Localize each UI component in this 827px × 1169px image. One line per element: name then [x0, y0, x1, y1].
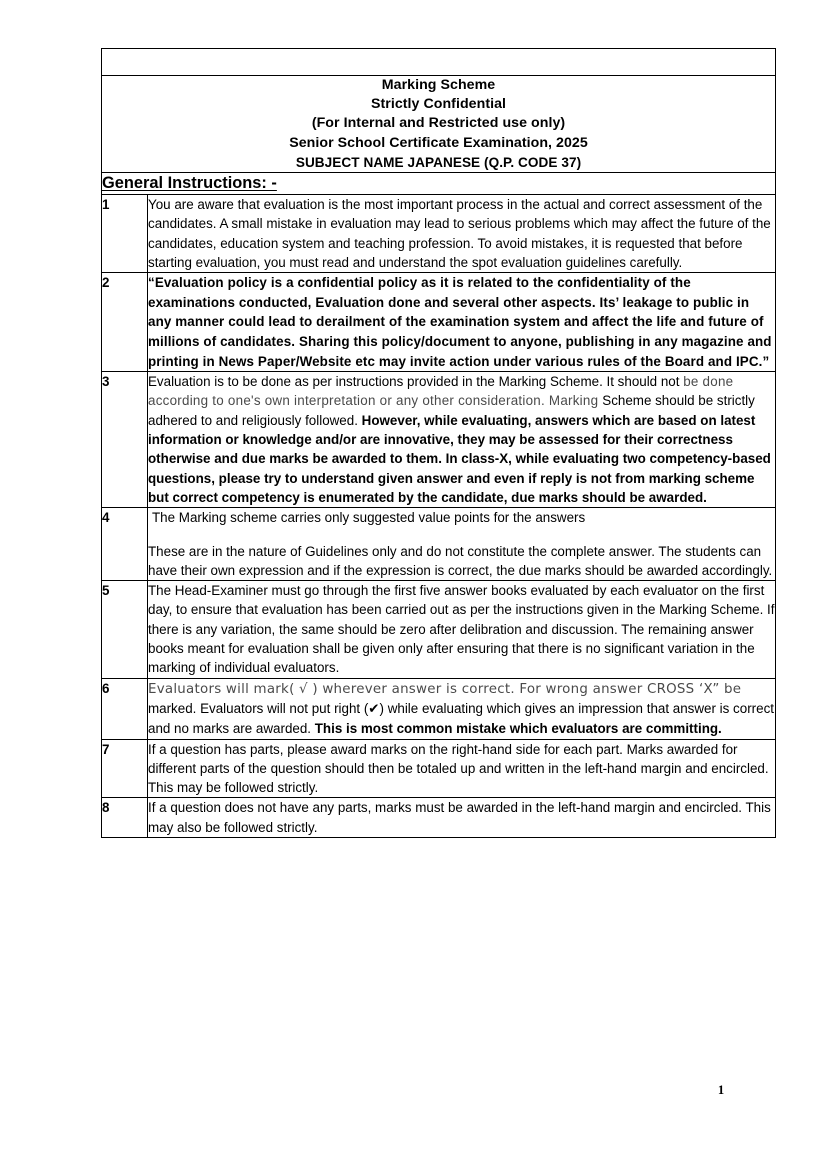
instruction-number: 1 — [102, 195, 148, 273]
instruction-paragraph — [148, 372, 775, 507]
page-number: 1 — [717, 1083, 725, 1097]
marking-scheme-table — [101, 48, 776, 838]
instruction-paragraph — [148, 679, 775, 739]
instruction-row — [102, 273, 776, 372]
text-run-normal: ) while evaluating which gives an impression that answer is correct and no marks are awarded. — [148, 700, 774, 737]
instruction-number: 3 — [102, 372, 148, 508]
general-instructions-title: General Instructions: - — [102, 174, 277, 193]
instruction-body — [148, 581, 776, 678]
instruction-row — [102, 195, 776, 273]
text-run-bold: This is most common mistake which evaluators are committing. — [314, 721, 722, 737]
instruction-body — [148, 678, 776, 739]
instruction-body — [148, 739, 776, 798]
header-title-internal-use: (For Internal and Restricted use only) — [311, 115, 566, 132]
instruction-paragraph: The Marking scheme carries only suggested value points for the answers — [152, 510, 586, 526]
header-subject-name: SUBJECT NAME JAPANESE (Q.P. CODE 37) — [295, 154, 582, 170]
instruction-number: 2 — [102, 273, 148, 372]
instruction-body — [148, 273, 776, 372]
instruction-paragraph: The Head-Examiner must go through the first five answer books evaluated by each evaluator on the first day, to ensure that evaluation has been carried out as per the instructions given in the Marking Scheme. If there is any variation, the same should be zero after delibration and discussion. The remaining answer books meant for evaluation shall be given only after ensuring that there is no significant variation in the marking of individual evaluators. — [148, 583, 775, 676]
instruction-number: 7 — [102, 739, 148, 798]
instruction-paragraph: If a question does not have any parts, marks must be awarded in the left-hand margin and encircled. This may also be followed strictly. — [148, 800, 771, 835]
instruction-body — [148, 195, 776, 273]
instruction-paragraph: “Evaluation policy is a confidential policy as it is related to the confidentiality of the examinations conducted, Evaluation done and several other aspects. Its’ leakage to public in any manner could lead to derailment of the examination system and affect the life and future of millions of candidates. Sharing this policy/document to anyone, publishing in any magazine and printing in News Paper/Website etc may invite action under various rules of the Board and IPC.” — [148, 275, 772, 369]
general-instructions-header-cell — [102, 173, 776, 195]
instruction-paragraph: These are in the nature of Guidelines only and do not constitute the complete answer. The students can have their own expression and if the expression is correct, the due marks should be awarded accordingly. — [148, 543, 773, 578]
instruction-body — [148, 508, 776, 581]
instruction-row — [102, 678, 776, 739]
header-title-strictly-confidential: Strictly Confidential — [370, 96, 507, 113]
text-run-normal: Evaluation is to be done as per instructions provided in the Marking Scheme. It should not — [148, 374, 684, 390]
document-header — [102, 76, 776, 173]
instruction-paragraph: If a question has parts, please award marks on the right-hand side for each part. Marks awarded for different parts of the question should then be totaled up and written in the left-hand margin and encircled. This may be followed strictly. — [148, 741, 769, 796]
header-title-examination: Senior School Certificate Examination, 2025 — [289, 134, 588, 151]
instruction-row — [102, 739, 776, 798]
instruction-number: 5 — [102, 581, 148, 678]
text-run-bold: However, while evaluating, answers which are based on latest information or knowledge and/or are innovative, they may be assessed for their correctness otherwise and due marks be awarded to them. In class-X, while evaluating two competency-based questions, please try to understand given answer and even if reply is not from marking scheme but correct competency is enumerated by the candidate, due marks should be awarded. — [148, 412, 771, 505]
text-run-normal: Scheme should be strictly adhered to and religiously followed. — [148, 393, 755, 428]
general-instructions-row — [102, 173, 776, 195]
instruction-body — [148, 372, 776, 508]
instruction-paragraph: You are aware that evaluation is the most important process in the actual and correct assessment of the candidates. A small mistake in evaluation may lead to serious problems which may affect the future of the candidates, education system and teaching profession. To avoid mistakes, it is requested that before starting evaluation, you must read and understand the spot evaluation guidelines carefully. — [148, 197, 771, 270]
instruction-row — [102, 508, 776, 581]
header-title-marking-scheme: Marking Scheme — [381, 77, 496, 93]
table-header-row — [102, 76, 776, 173]
text-run-light-checkmark-note: Evaluators will mark( √ ) wherever answer is correct. For wrong answer CROSS ‘X” be — [148, 681, 742, 697]
text-run-light: be done according to one's own interpretation or any other consideration. Marking — [148, 374, 734, 409]
check-mark-icon: ✔ — [368, 701, 380, 717]
blank-cell — [102, 49, 776, 76]
text-run-normal: marked. Evaluators will not put right ( — [148, 700, 369, 716]
instruction-row — [102, 581, 776, 678]
instruction-number: 6 — [102, 678, 148, 739]
instruction-number: 8 — [102, 798, 148, 838]
instruction-body — [148, 798, 776, 838]
instruction-row — [102, 798, 776, 838]
table-blank-row — [102, 49, 776, 76]
instruction-number: 4 — [102, 508, 148, 581]
instruction-row — [102, 372, 776, 508]
